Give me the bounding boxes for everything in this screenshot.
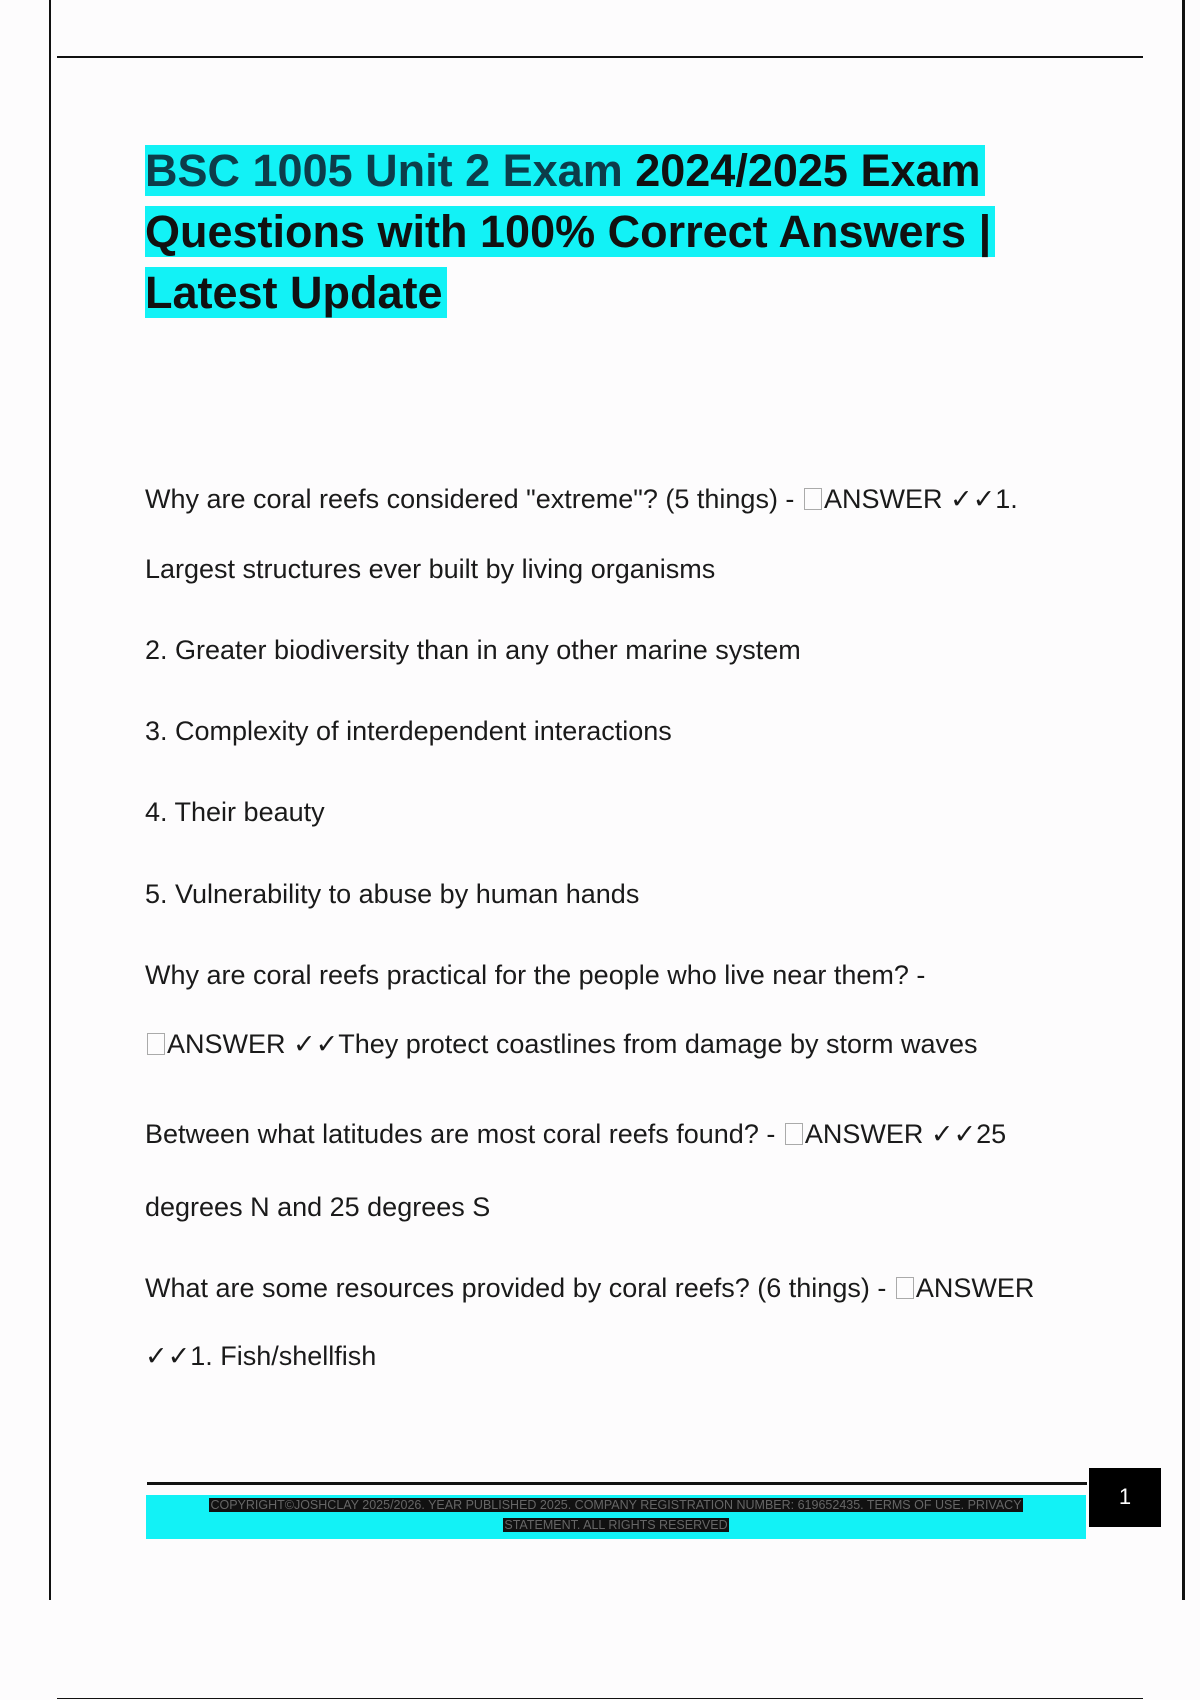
- copyright-line-2: STATEMENT. ALL RIGHTS RESERVED: [504, 1518, 728, 1532]
- answer-1-line: Largest structures ever built by living organisms: [145, 554, 716, 584]
- document-title: [145, 140, 1095, 323]
- copyright-line-1: COPYRIGHT©JOSHCLAY 2025/2026. YEAR PUBLISHED 2025. COMPANY REGISTRATION NUMBER: 619652435. TERMS OF USE. PRIVACY: [210, 1498, 1022, 1512]
- question-4: What are some resources provided by coral reefs? (6 things) - ANSWER: [145, 1273, 1035, 1303]
- missing-glyph-box-icon: [804, 488, 822, 510]
- missing-glyph-box-icon: [896, 1277, 914, 1299]
- page-border-right: [1182, 0, 1185, 1600]
- footer-rule: [147, 1482, 1087, 1485]
- question-3: Between what latitudes are most coral reefs found? - ANSWER ✓✓25: [145, 1119, 1007, 1149]
- answer-1-item-3: 3. Complexity of interdependent interactions: [145, 716, 672, 746]
- answer-2: ANSWER ✓✓They protect coastlines from damage by storm waves: [145, 1029, 978, 1060]
- question-2: Why are coral reefs practical for the people who live near them? -: [145, 960, 926, 990]
- title-course: BSC 1005 Unit 2 Exam: [145, 145, 623, 196]
- answer-1-item-5: 5. Vulnerability to abuse by human hands: [145, 879, 640, 909]
- question-1: Why are coral reefs considered "extreme"? (5 things) - ANSWER ✓✓1.: [145, 484, 1018, 514]
- answer-4-line: ✓✓1. Fish/shellfish: [145, 1341, 377, 1371]
- title-line-3: Latest Update: [145, 267, 447, 318]
- title-year: 2024/2025 Exam: [622, 145, 981, 196]
- answer-1-item-4: 4. Their beauty: [145, 797, 325, 827]
- page-border-left: [49, 0, 51, 1600]
- page-number: 1: [1089, 1468, 1161, 1527]
- page-bottom-rule: [57, 1698, 1143, 1699]
- answer-1-item-2: 2. Greater biodiversity than in any other marine system: [145, 635, 801, 665]
- answer-3-line: degrees N and 25 degrees S: [145, 1192, 491, 1222]
- missing-glyph-box-icon: [785, 1123, 803, 1145]
- missing-glyph-box-icon: [147, 1033, 165, 1055]
- header-rule: [57, 56, 1143, 58]
- copyright-footer: [146, 1495, 1086, 1539]
- title-line-2: Questions with 100% Correct Answers |: [145, 206, 995, 257]
